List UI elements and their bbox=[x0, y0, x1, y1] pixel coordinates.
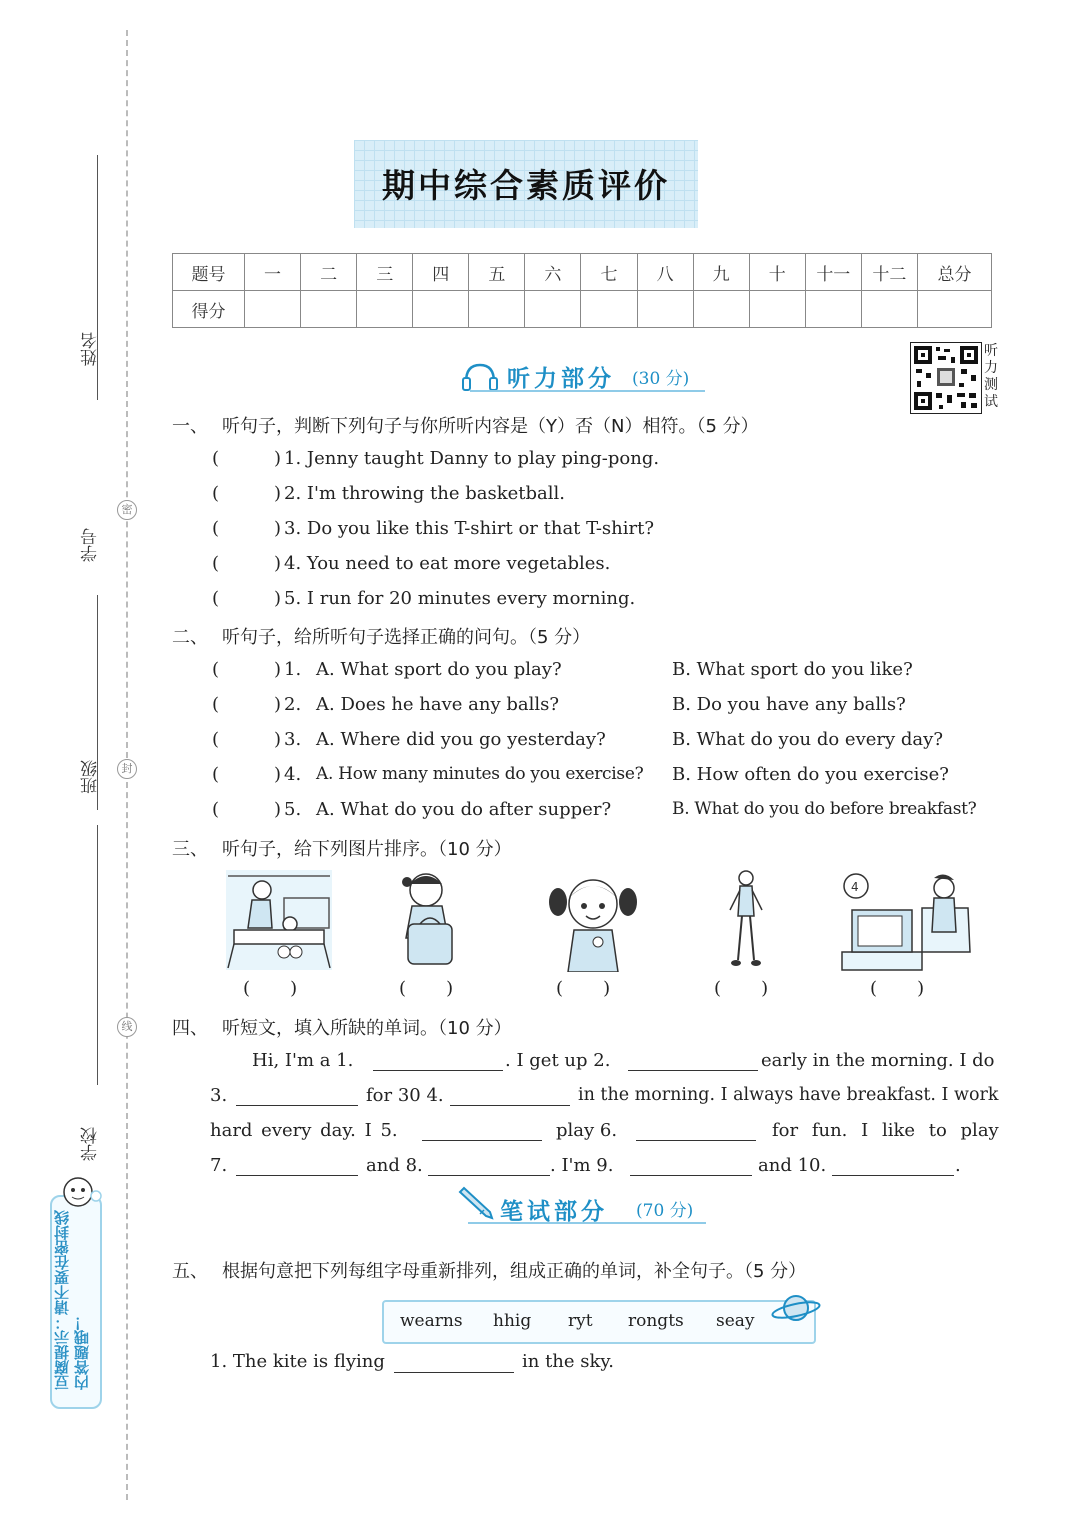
scrambled-word: seay bbox=[716, 1311, 755, 1331]
part2-item-number: 1. bbox=[284, 659, 302, 680]
score-cell[interactable] bbox=[525, 291, 581, 328]
score-header-cell: 五 bbox=[469, 254, 525, 291]
part2-item-number: 4. bbox=[284, 764, 302, 785]
writing-underline bbox=[468, 1222, 706, 1224]
scrambled-word: ryt bbox=[568, 1311, 593, 1331]
answer-paren-right[interactable]: ) bbox=[274, 448, 282, 469]
option-a: A. Where did you go yesterday? bbox=[316, 729, 606, 750]
option-a: A. What do you do after supper? bbox=[316, 799, 612, 820]
passage-text: early in the morning. I do bbox=[761, 1050, 995, 1071]
passage-text: for fun. I like to play bbox=[772, 1120, 999, 1141]
score-cell[interactable] bbox=[413, 291, 469, 328]
option-a: A. Does he have any balls? bbox=[316, 694, 560, 715]
score-cell[interactable] bbox=[637, 291, 693, 328]
part2-item-number: 5. bbox=[284, 799, 302, 820]
score-header-cell: 十一 bbox=[805, 254, 861, 291]
score-header-cell: 三 bbox=[357, 254, 413, 291]
fill-blank-2[interactable] bbox=[628, 1070, 758, 1071]
answer-paren-left: ( bbox=[212, 694, 220, 715]
score-cell[interactable] bbox=[581, 291, 637, 328]
score-header-cell: 四 bbox=[413, 254, 469, 291]
passage-text: . I get up 2. bbox=[505, 1050, 611, 1071]
score-header-cell: 八 bbox=[637, 254, 693, 291]
order-blank-2[interactable]: ( ) bbox=[399, 978, 454, 999]
fill-blank-7[interactable] bbox=[236, 1175, 358, 1176]
option-a: A. How many minutes do you exercise? bbox=[316, 764, 644, 784]
school-label: 学校 bbox=[81, 1127, 101, 1161]
part5-number: 五、 bbox=[172, 1261, 208, 1282]
girl-with-bag-picture bbox=[392, 868, 472, 972]
option-b: B. How often do you exercise? bbox=[672, 764, 949, 785]
part2-item-number: 3. bbox=[284, 729, 302, 750]
scrambled-word: wearns bbox=[400, 1311, 463, 1331]
score-header-cell: 九 bbox=[693, 254, 749, 291]
answer-paren-right[interactable]: ) bbox=[274, 694, 282, 715]
listening-underline bbox=[470, 390, 705, 392]
fill-blank-10[interactable] bbox=[832, 1175, 954, 1176]
kitchen-scene-picture bbox=[224, 868, 334, 972]
part2-number: 二、 bbox=[172, 627, 208, 648]
answer-paren-right[interactable]: ) bbox=[274, 799, 282, 820]
answer-paren-left: ( bbox=[212, 448, 220, 469]
part1-number: 一、 bbox=[172, 416, 208, 437]
passage-text: play 6. bbox=[556, 1120, 618, 1141]
name-label: 姓名 bbox=[81, 332, 101, 366]
part5-blank-1[interactable] bbox=[394, 1372, 514, 1373]
score-value-row bbox=[173, 291, 992, 328]
score-cell[interactable] bbox=[693, 291, 749, 328]
part5-question-1: 1. The kite is flying bbox=[210, 1351, 385, 1372]
option-b: B. What sport do you like? bbox=[672, 659, 913, 680]
score-cell[interactable] bbox=[749, 291, 805, 328]
pencil-icon bbox=[456, 1186, 496, 1222]
score-table bbox=[172, 253, 992, 328]
scrambled-word: rongts bbox=[628, 1311, 684, 1331]
score-cell[interactable] bbox=[918, 291, 992, 328]
order-blank-5[interactable]: ( ) bbox=[870, 978, 925, 999]
scrambled-word: hhig bbox=[493, 1311, 532, 1331]
part5-question-1-end: in the sky. bbox=[522, 1351, 614, 1372]
mascot-icon bbox=[58, 1170, 104, 1210]
score-header-cell: 一 bbox=[245, 254, 301, 291]
score-cell[interactable] bbox=[301, 291, 357, 328]
qr-code-icon[interactable] bbox=[910, 342, 982, 414]
passage-text: . I'm 9. bbox=[550, 1155, 614, 1176]
score-cell[interactable] bbox=[469, 291, 525, 328]
seal-char-xian: 线 bbox=[117, 1017, 137, 1037]
part1-item: 3. Do you like this T-shirt or that T-shirt? bbox=[284, 518, 654, 539]
answer-paren-right[interactable]: ) bbox=[274, 483, 282, 504]
listening-heading: 听力部分 bbox=[507, 366, 615, 392]
part1-item: 4. You need to eat more vegetables. bbox=[284, 553, 611, 574]
answer-paren-left: ( bbox=[212, 729, 220, 750]
score-cell[interactable] bbox=[357, 291, 413, 328]
score-header-cell: 二 bbox=[301, 254, 357, 291]
option-b: B. Do you have any balls? bbox=[672, 694, 906, 715]
passage-text: and 8. bbox=[366, 1155, 423, 1176]
headphones-icon bbox=[460, 360, 500, 392]
passage-text: 7. bbox=[210, 1155, 228, 1176]
planet-icon bbox=[768, 1288, 824, 1328]
answer-paren-right[interactable]: ) bbox=[274, 729, 282, 750]
score-cell[interactable] bbox=[861, 291, 917, 328]
score-cell[interactable] bbox=[245, 291, 301, 328]
score-header-cell: 题号 bbox=[173, 254, 245, 291]
option-a: A. What sport do you play? bbox=[316, 659, 562, 680]
part5-instruction: 根据句意把下列每组字母重新排列，组成正确的单词，补全句子。（5 分） bbox=[222, 1261, 807, 1282]
passage-text: Hi, I'm a 1. bbox=[252, 1050, 354, 1071]
seal-char-feng: 封 bbox=[117, 759, 137, 779]
passage-text: 3. bbox=[210, 1085, 228, 1106]
order-blank-3[interactable]: ( ) bbox=[556, 978, 611, 999]
answer-paren-left: ( bbox=[212, 553, 220, 574]
fill-blank-1[interactable] bbox=[373, 1070, 503, 1071]
girl-smiling-picture bbox=[546, 868, 640, 972]
option-b: B. What do you do before breakfast? bbox=[672, 799, 977, 819]
passage-text: for 30 4. bbox=[366, 1085, 444, 1106]
answer-paren-right[interactable]: ) bbox=[274, 659, 282, 680]
score-header-cell: 总分 bbox=[918, 254, 992, 291]
page-title: 期中综合素质评价 bbox=[382, 166, 670, 205]
boy-running-picture bbox=[718, 868, 774, 972]
answer-paren-left: ( bbox=[212, 588, 220, 609]
part2-item-number: 2. bbox=[284, 694, 302, 715]
student-id-label: 学号 bbox=[81, 528, 101, 562]
writing-score: (70 分) bbox=[636, 1201, 694, 1221]
answer-paren-left: ( bbox=[212, 518, 220, 539]
part4-number: 四、 bbox=[172, 1018, 208, 1039]
score-cell[interactable] bbox=[805, 291, 861, 328]
class-field[interactable] bbox=[97, 825, 98, 1085]
answer-paren-left: ( bbox=[212, 483, 220, 504]
writing-heading: 笔试部分 bbox=[500, 1199, 608, 1225]
class-label: 班级 bbox=[81, 760, 101, 794]
passage-text: hard every day. I 5. bbox=[210, 1120, 398, 1141]
qr-label: 听力测试 bbox=[984, 343, 998, 410]
name-field[interactable] bbox=[97, 155, 98, 400]
listening-score: (30 分) bbox=[632, 369, 690, 389]
passage-text: . bbox=[955, 1155, 961, 1176]
part4-instruction: 听短文，填入所缺的单词。（10 分） bbox=[222, 1018, 512, 1039]
order-blank-4[interactable]: ( ) bbox=[714, 978, 769, 999]
passage-text: and 10. bbox=[758, 1155, 827, 1176]
answer-paren-right[interactable]: ) bbox=[274, 553, 282, 574]
answer-paren-left: ( bbox=[212, 764, 220, 785]
score-header-row bbox=[173, 254, 992, 291]
seal-char-mi: 密 bbox=[117, 500, 137, 520]
answer-paren-left: ( bbox=[212, 659, 220, 680]
order-blank-1[interactable]: ( ) bbox=[243, 978, 298, 999]
part1-item: 2. I'm throwing the basketball. bbox=[284, 483, 565, 504]
part2-instruction: 听句子，给所听句子选择正确的问句。（5 分） bbox=[222, 627, 591, 648]
fill-blank-5[interactable] bbox=[422, 1140, 542, 1141]
fill-blank-6[interactable] bbox=[636, 1140, 756, 1141]
score-header-cell: 七 bbox=[581, 254, 637, 291]
option-b: B. What do you do every day? bbox=[672, 729, 943, 750]
part1-item: 1. Jenny taught Danny to play ping-pong. bbox=[284, 448, 660, 469]
passage-text: in the morning. I always have breakfast. I work bbox=[578, 1085, 999, 1105]
part1-instruction: 听句子，判断下列句子与你所听内容是（Y）否（N）相符。（5 分） bbox=[222, 416, 759, 437]
boy-watching-tv-picture bbox=[838, 868, 974, 972]
score-header-cell: 六 bbox=[525, 254, 581, 291]
fill-blank-9[interactable] bbox=[630, 1175, 752, 1176]
score-header-cell: 十 bbox=[749, 254, 805, 291]
tip-text: 豆腐提示：请不要在密封线内答题哦！ bbox=[53, 1210, 91, 1390]
svg-text:4: 4 bbox=[851, 880, 859, 894]
answer-paren-right[interactable]: ) bbox=[274, 588, 282, 609]
fill-blank-4[interactable] bbox=[450, 1105, 570, 1106]
fill-blank-8[interactable] bbox=[428, 1175, 550, 1176]
part3-number: 三、 bbox=[172, 839, 208, 860]
answer-paren-left: ( bbox=[212, 799, 220, 820]
answer-paren-right[interactable]: ) bbox=[274, 764, 282, 785]
answer-paren-right[interactable]: ) bbox=[274, 518, 282, 539]
score-header-cell: 十二 bbox=[861, 254, 917, 291]
part1-item: 5. I run for 20 minutes every morning. bbox=[284, 588, 636, 609]
part3-instruction: 听句子，给下列图片排序。（10 分） bbox=[222, 839, 512, 860]
score-row-label: 得分 bbox=[173, 291, 245, 328]
fill-blank-3[interactable] bbox=[236, 1105, 358, 1106]
